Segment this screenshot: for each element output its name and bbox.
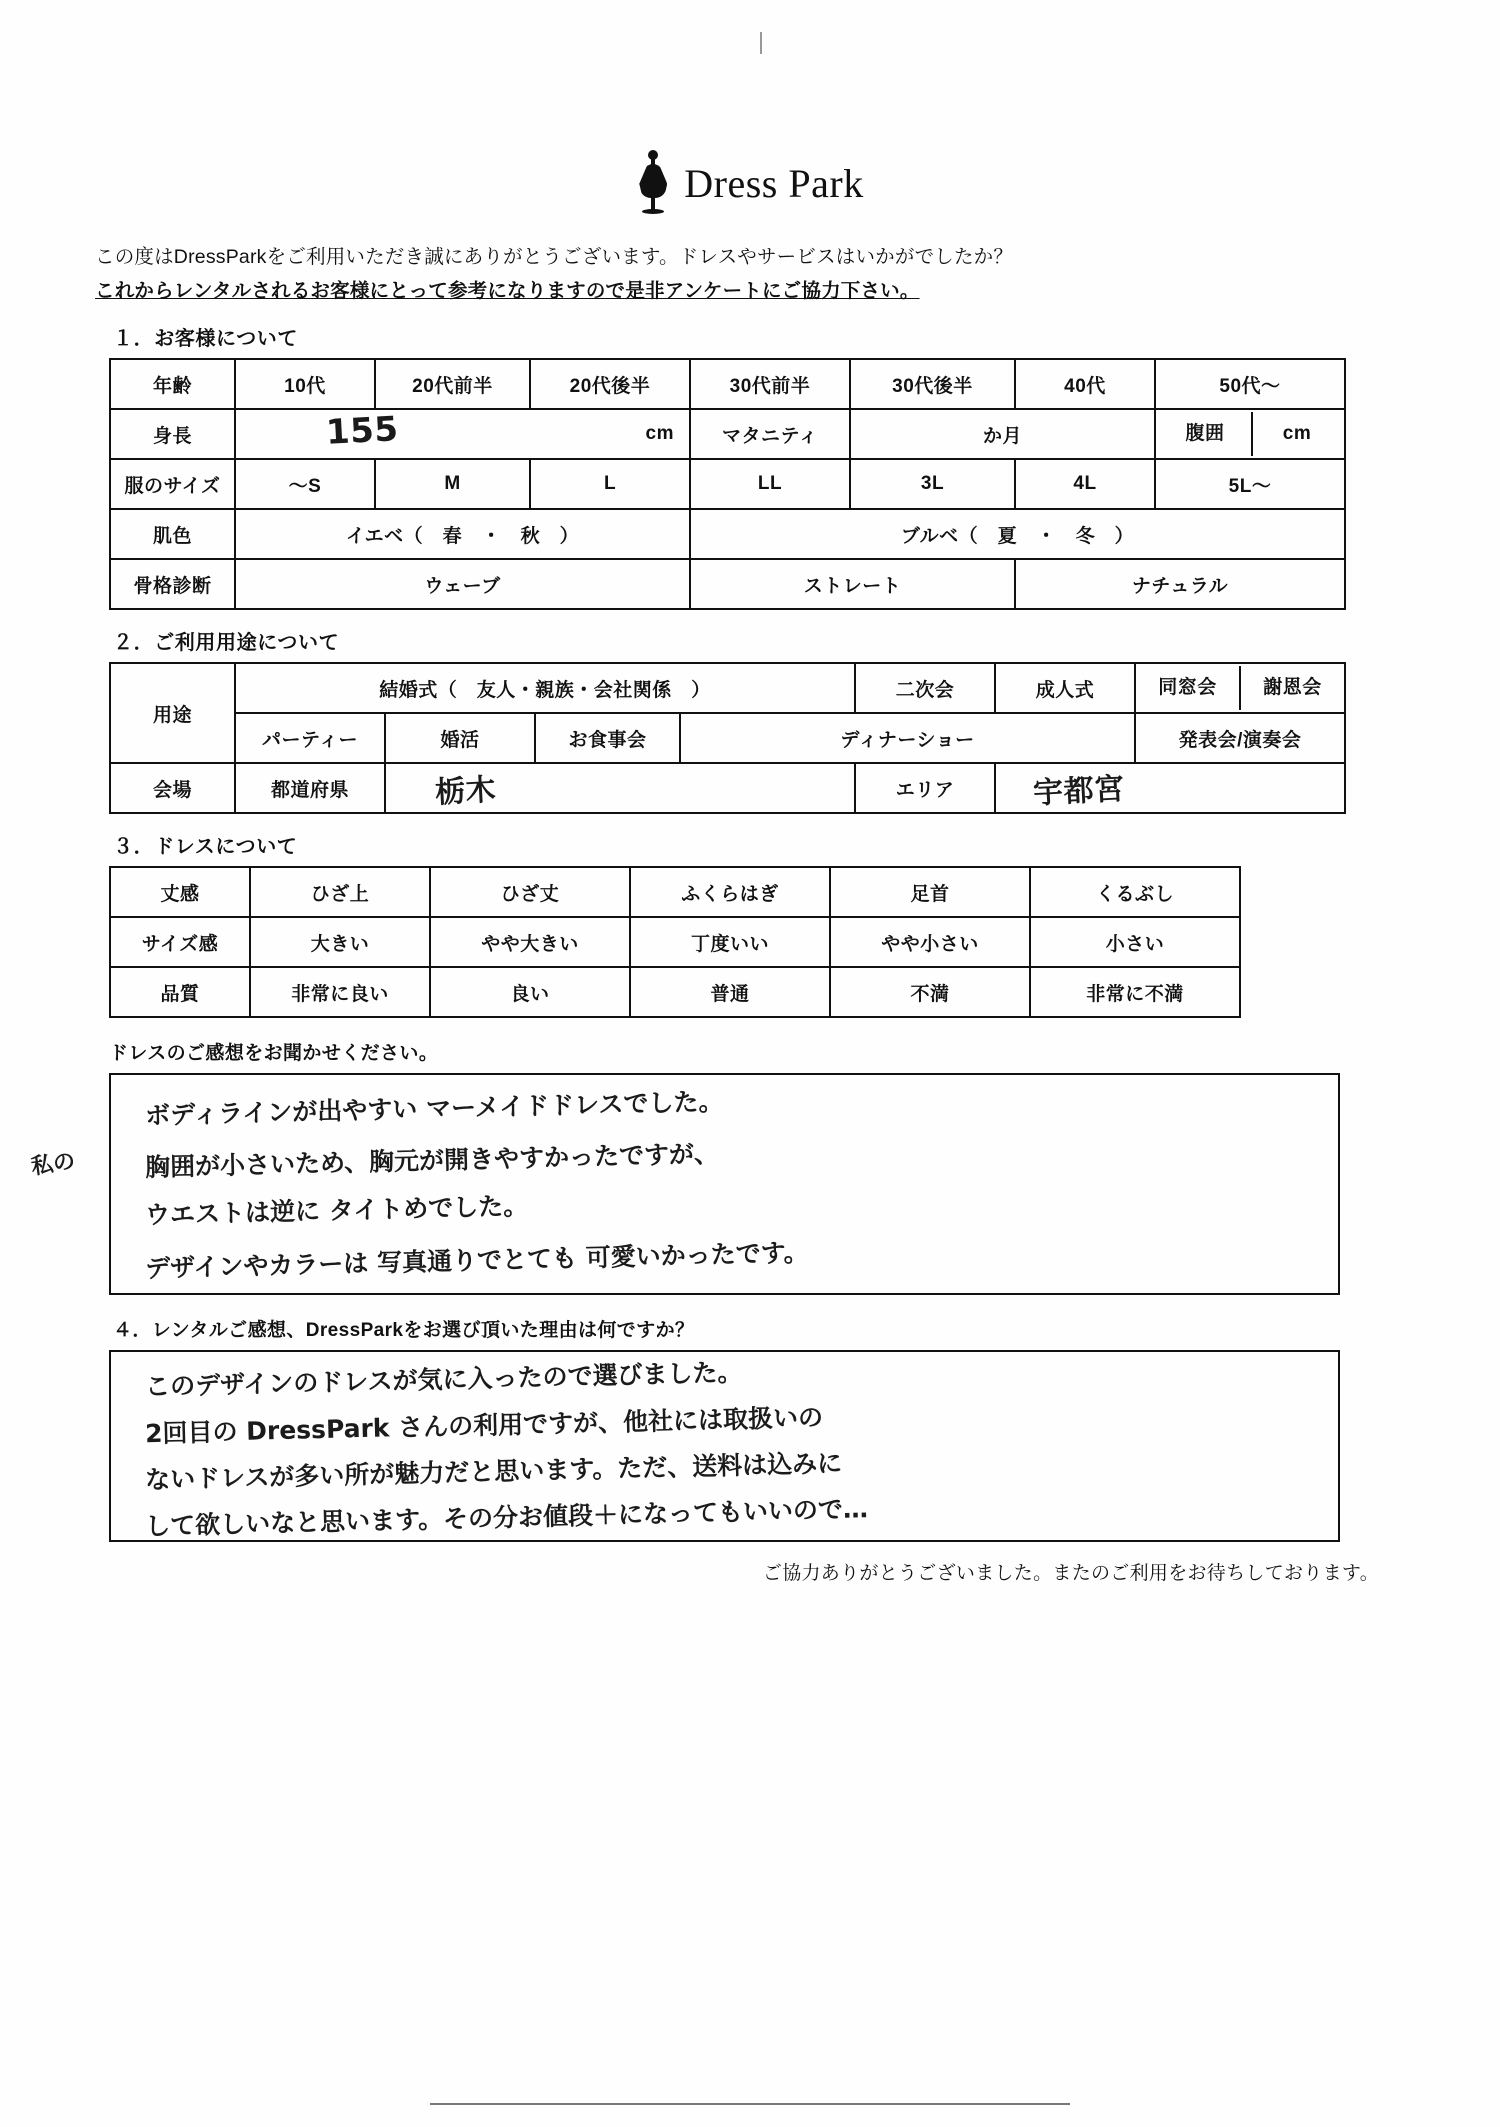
bone-option-0[interactable]: ウェーブ xyxy=(235,559,690,609)
size-option-5[interactable]: 4L xyxy=(1015,459,1155,509)
age-option-4[interactable]: 30代後半 xyxy=(850,359,1015,409)
age-option-6[interactable]: 50代～ xyxy=(1155,359,1345,409)
age-option-5[interactable]: 40代 xyxy=(1015,359,1155,409)
age-option-2[interactable]: 20代後半 xyxy=(530,359,690,409)
venue-label: 会場 xyxy=(110,763,235,813)
size-option-3[interactable]: LL xyxy=(690,459,850,509)
bone-option-1[interactable]: ストレート xyxy=(690,559,1015,609)
table-row xyxy=(110,559,1345,609)
q3-line-4: デザインやカラーは 写真通りでとても 可愛いかったです。 xyxy=(144,1238,809,1284)
fit-option-2[interactable]: 丁度いい xyxy=(630,917,830,967)
q3-line-2: 胸囲が小さいため、胸元が開きやすかったですが、 xyxy=(144,1139,720,1183)
closing-text: ご協力ありがとうございました。またのご利用をお待ちしております。 xyxy=(762,1563,1379,1585)
area-value: 宇都宮 xyxy=(1032,772,1126,812)
intro-line-2: これからレンタルされるお客様にとって参考になりますので是非アンケートにご協力下さい。 xyxy=(95,280,920,303)
q4-line-3: ないドレスが多い所が魅力だと思います。ただ、送料は込みに xyxy=(144,1448,843,1495)
fit-option-4[interactable]: 小さい xyxy=(1030,917,1240,967)
survey-sheet xyxy=(29,40,1405,1585)
length-option-3[interactable]: 足首 xyxy=(830,867,1030,917)
dress-form-icon xyxy=(636,150,670,216)
length-option-1[interactable]: ひざ丈 xyxy=(430,867,630,917)
q3-label: ドレスのご感想をお聞かせください。 xyxy=(109,1043,439,1065)
section-3-title: ３．ドレスについて xyxy=(113,836,298,859)
age-option-1[interactable]: 20代前半 xyxy=(375,359,530,409)
dress-table xyxy=(109,866,1241,1018)
table-row xyxy=(110,917,1240,967)
customer-table xyxy=(109,358,1346,610)
q3-line-1: ボディラインが出やすい マーメイドドレスでした。 xyxy=(144,1087,724,1131)
quality-label: 品質 xyxy=(110,967,250,1017)
area-label: エリア xyxy=(855,763,995,813)
area-value-cell[interactable] xyxy=(995,763,1345,813)
purpose-option-happyoukai[interactable]: 発表会/演奏会 xyxy=(1135,713,1345,763)
q4-label: ４．レンタルご感想、DressParkをお選び頂いた理由は何ですか？ xyxy=(113,1320,695,1342)
size-label: 服のサイズ xyxy=(110,459,235,509)
purpose-option-shaonkai: 謝恩会 xyxy=(1263,677,1322,699)
table-row xyxy=(110,459,1345,509)
table-row xyxy=(110,409,1345,459)
purpose-option-dousoukai: 同窓会 xyxy=(1136,666,1241,710)
age-option-0[interactable]: 10代 xyxy=(235,359,375,409)
intro-line-1: この度はDressParkをご利用いただき誠にありがとうございます。ドレスやサービスはいかがでしたか？ xyxy=(95,246,1014,268)
purpose-table xyxy=(109,662,1346,814)
skin-yellow-option[interactable]: イエベ（ 春 ・ 秋 ） xyxy=(235,509,690,559)
section-2-title: ２．ご利用用途について xyxy=(113,632,340,655)
table-row xyxy=(110,763,1345,813)
q3-side-note: 私の xyxy=(29,1149,77,1181)
table-row xyxy=(110,663,1345,713)
quality-option-0[interactable]: 非常に良い xyxy=(250,967,430,1017)
quality-option-4[interactable]: 非常に不満 xyxy=(1030,967,1240,1017)
brand-logo xyxy=(95,150,1405,216)
height-value: 155 xyxy=(325,409,400,454)
length-option-4[interactable]: くるぶし xyxy=(1030,867,1240,917)
fit-option-1[interactable]: やや大きい xyxy=(430,917,630,967)
maternity-months[interactable]: か月 xyxy=(850,409,1155,459)
waist-label: 腹囲 xyxy=(1159,412,1253,456)
q4-line-1: このデザインのドレスが気に入ったので選びました。 xyxy=(144,1358,743,1402)
size-option-1[interactable]: M xyxy=(375,459,530,509)
quality-option-3[interactable]: 不満 xyxy=(830,967,1030,1017)
fit-option-3[interactable]: やや小さい xyxy=(830,917,1030,967)
age-label: 年齢 xyxy=(110,359,235,409)
purpose-option-dinnershow[interactable]: ディナーショー xyxy=(680,713,1135,763)
q3-line-3: ウエストは逆に タイトめでした。 xyxy=(144,1191,529,1231)
use-label: 用途 xyxy=(110,663,235,763)
purpose-option-party[interactable]: パーティー xyxy=(235,713,385,763)
table-row xyxy=(110,967,1240,1017)
table-row xyxy=(110,867,1240,917)
fit-option-0[interactable]: 大きい xyxy=(250,917,430,967)
purpose-option-pair-1[interactable] xyxy=(1135,663,1345,713)
quality-option-1[interactable]: 良い xyxy=(430,967,630,1017)
length-label: 丈感 xyxy=(110,867,250,917)
height-label: 身長 xyxy=(110,409,235,459)
purpose-option-oshokujikai[interactable]: お食事会 xyxy=(535,713,680,763)
purpose-option-konkatsu[interactable]: 婚活 xyxy=(385,713,535,763)
size-option-2[interactable]: L xyxy=(530,459,690,509)
table-row xyxy=(110,509,1345,559)
brand-name: Dress Park xyxy=(684,160,864,206)
size-option-6[interactable]: 5L～ xyxy=(1155,459,1345,509)
length-option-0[interactable]: ひざ上 xyxy=(250,867,430,917)
size-option-4[interactable]: 3L xyxy=(850,459,1015,509)
waist-cell[interactable] xyxy=(1155,409,1345,459)
table-row xyxy=(110,713,1345,763)
q3-answer-box[interactable] xyxy=(29,1073,1340,1295)
skin-blue-option[interactable]: ブルベ（ 夏 ・ 冬 ） xyxy=(690,509,1345,559)
purpose-option-nijikai[interactable]: 二次会 xyxy=(855,663,995,713)
footer-rule xyxy=(430,2103,1070,2105)
prefecture-value: 栃木 xyxy=(434,772,498,812)
quality-option-2[interactable]: 普通 xyxy=(630,967,830,1017)
prefecture-label: 都道府県 xyxy=(235,763,385,813)
maternity-label[interactable]: マタニティ xyxy=(690,409,850,459)
prefecture-value-cell[interactable] xyxy=(385,763,855,813)
q4-line-4: して欲しいなと思います。その分お値段＋になってもいいので… xyxy=(144,1494,869,1542)
purpose-option-wedding[interactable]: 結婚式（ 友人・親族・会社関係 ） xyxy=(235,663,855,713)
q4-answer-box[interactable] xyxy=(109,1350,1340,1542)
waist-unit: cm xyxy=(1282,423,1312,445)
skin-label: 肌色 xyxy=(110,509,235,559)
q4-line-2: 2回目の DressPark さんの利用ですが、他社には取扱いの xyxy=(144,1403,824,1449)
age-option-3[interactable]: 30代前半 xyxy=(690,359,850,409)
height-value-cell[interactable] xyxy=(235,409,690,459)
table-row xyxy=(110,359,1345,409)
length-option-2[interactable]: ふくらはぎ xyxy=(630,867,830,917)
bone-label: 骨格診断 xyxy=(110,559,235,609)
purpose-option-seijinshiki[interactable]: 成人式 xyxy=(995,663,1135,713)
fit-label: サイズ感 xyxy=(110,917,250,967)
bone-option-2[interactable]: ナチュラル xyxy=(1015,559,1345,609)
size-option-0[interactable]: ～S xyxy=(235,459,375,509)
height-unit: cm xyxy=(645,423,674,445)
section-1-title: １．お客様について xyxy=(113,328,298,351)
